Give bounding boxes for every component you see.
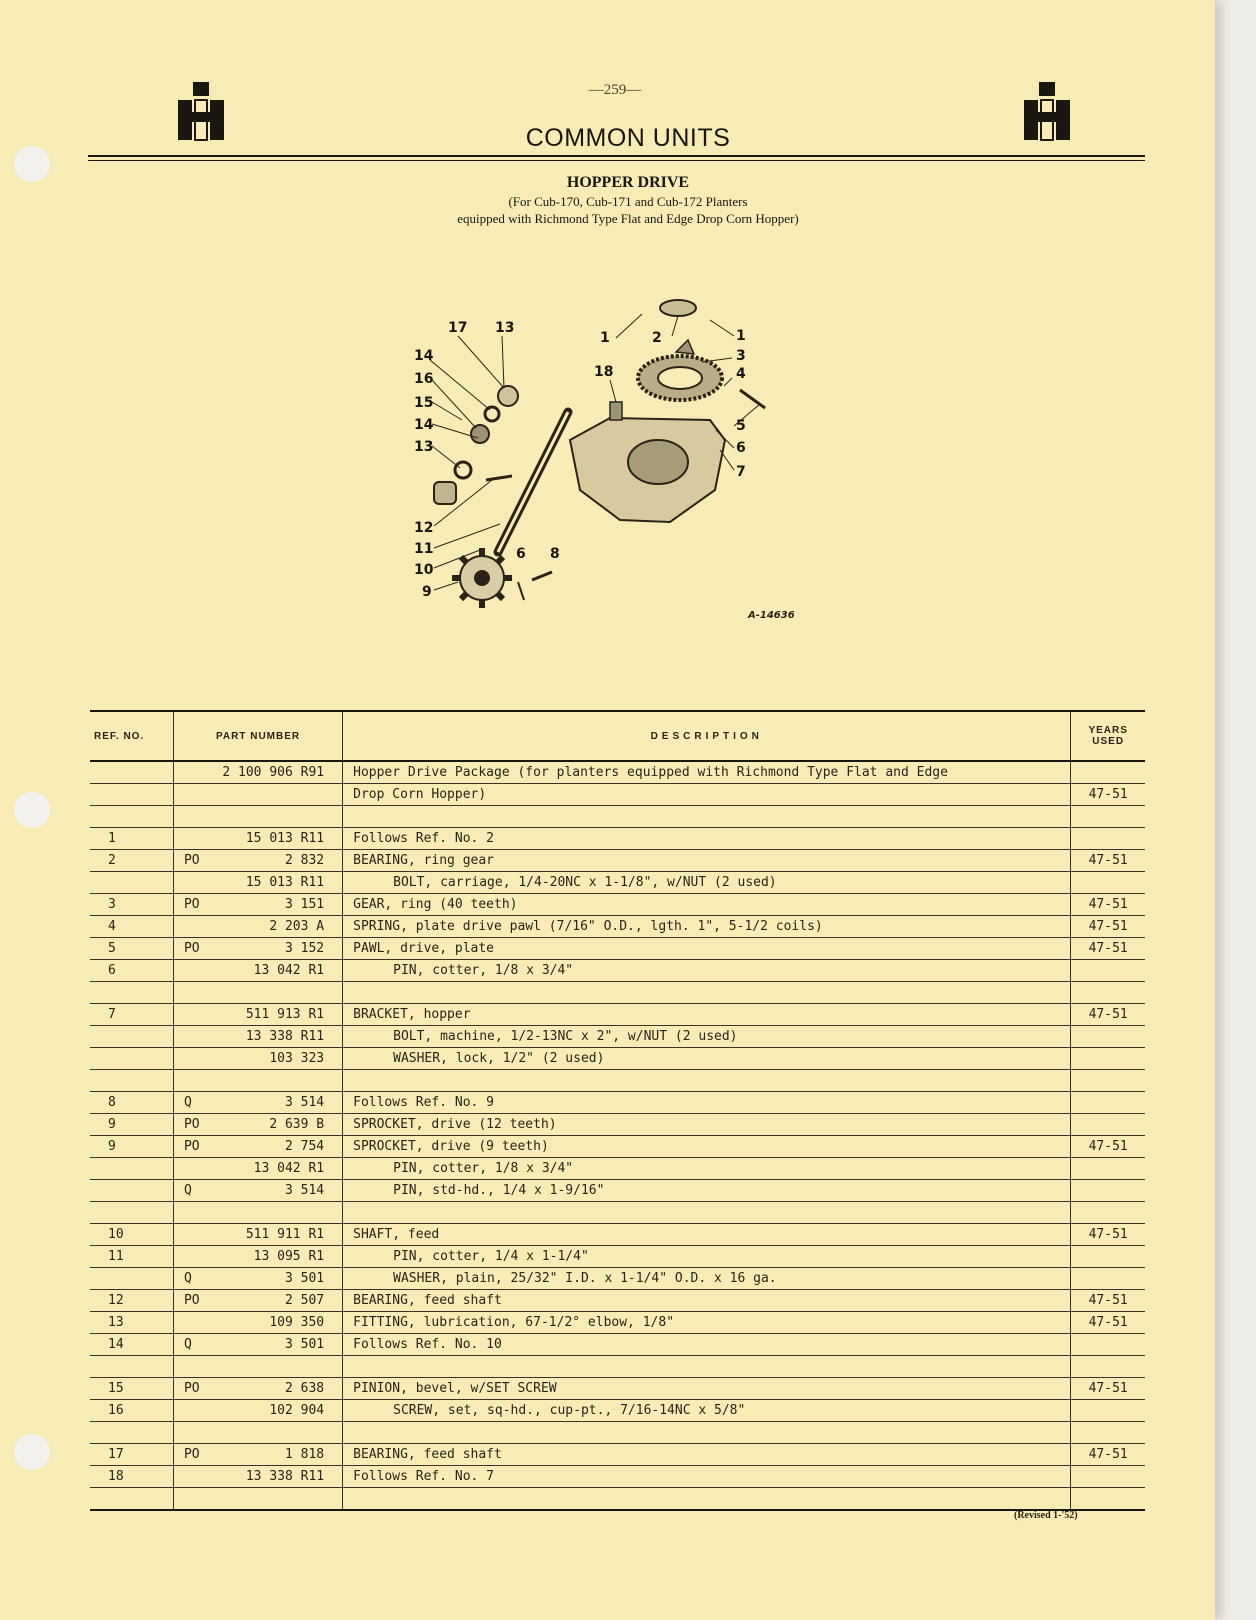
years-used-cell — [1071, 1466, 1145, 1488]
years-used-cell — [1071, 1268, 1145, 1290]
callout-label: 14 — [414, 417, 434, 433]
title-rule-thick — [88, 155, 1145, 157]
section-subtitle-2: equipped with Richmond Type Flat and Edge Drop Corn Hopper) — [457, 211, 799, 226]
ref-no-cell — [90, 982, 173, 1004]
part-number-cell: 3 151 — [218, 894, 342, 916]
ref-no-cell — [90, 1070, 173, 1092]
years-used-cell — [1071, 806, 1145, 828]
description-cell: BOLT, machine, 1/2-13NC x 2", w/NUT (2 used) — [343, 1026, 1071, 1048]
table-row — [90, 1400, 1145, 1422]
fitting-18-drawing — [610, 402, 622, 420]
years-used-cell — [1071, 1092, 1145, 1114]
description-cell: SPROCKET, drive (12 teeth) — [343, 1114, 1071, 1136]
std-hd-pin-8-drawing — [532, 572, 552, 580]
ref-no-cell — [90, 1268, 173, 1290]
part-number-cell: 1 818 — [218, 1444, 342, 1466]
part-prefix-cell — [173, 1422, 218, 1444]
title-rule-thin — [88, 160, 1145, 161]
years-used-cell: 47-51 — [1071, 1290, 1145, 1312]
years-used-cell — [1071, 982, 1145, 1004]
callout-label: 13 — [495, 320, 515, 336]
part-prefix-cell — [173, 1048, 218, 1070]
table-row — [90, 1224, 1145, 1246]
callout-label: 3 — [736, 348, 746, 364]
description-cell: PAWL, drive, plate — [343, 938, 1071, 960]
header-ref-no: REF. NO. — [90, 711, 173, 761]
part-number-cell: 3 501 — [218, 1268, 342, 1290]
header-part-number: PART NUMBER — [173, 711, 342, 761]
description-cell: PINION, bevel, w/SET SCREW — [343, 1378, 1071, 1400]
header-years-used: YEARS USED — [1071, 711, 1145, 761]
part-prefix-cell: PO — [173, 938, 218, 960]
spring-4-drawing — [740, 390, 765, 408]
table-row — [90, 872, 1145, 894]
part-number-cell: 2 638 — [218, 1378, 342, 1400]
part-number-cell: 2 100 906 R91 — [218, 761, 342, 784]
description-cell: Hopper Drive Package (for planters equipped with Richmond Type Flat and Edge — [343, 761, 1071, 784]
description-cell: PIN, std-hd., 1/4 x 1-9/16" — [343, 1180, 1071, 1202]
part-prefix-cell: PO — [173, 850, 218, 872]
description-cell — [343, 1202, 1071, 1224]
description-cell: Follows Ref. No. 2 — [343, 828, 1071, 850]
ref-no-cell: 11 — [90, 1246, 173, 1268]
table-row — [90, 1180, 1145, 1202]
part-number-cell: 2 203 A — [218, 916, 342, 938]
ref-no-cell — [90, 1202, 173, 1224]
part-prefix-cell: PO — [173, 1136, 218, 1158]
part-number-cell: 103 323 — [218, 1048, 342, 1070]
part-prefix-cell — [173, 1488, 218, 1511]
table-row — [90, 1356, 1145, 1378]
part-prefix-cell — [173, 806, 218, 828]
years-used-cell: 47-51 — [1071, 850, 1145, 872]
years-used-cell — [1071, 1246, 1145, 1268]
table-row — [90, 1466, 1145, 1488]
callout-label: 4 — [736, 366, 746, 382]
description-cell: BOLT, carriage, 1/4-20NC x 1-1/8", w/NUT (2 used) — [343, 872, 1071, 894]
part-prefix-cell — [173, 1070, 218, 1092]
callout-label: 12 — [414, 520, 434, 536]
callout-label: 16 — [414, 371, 434, 387]
ref-no-cell — [90, 872, 173, 894]
part-prefix-cell — [173, 960, 218, 982]
part-prefix-cell — [173, 1158, 218, 1180]
ref-no-cell: 13 — [90, 1312, 173, 1334]
part-number-cell — [218, 784, 342, 806]
illustration-reference-code: A-14636 — [748, 610, 795, 621]
ref-no-cell: 8 — [90, 1092, 173, 1114]
part-prefix-cell: Q — [173, 1268, 218, 1290]
washer-14-drawing — [485, 407, 499, 421]
table-row — [90, 806, 1145, 828]
part-number-cell: 3 514 — [218, 1092, 342, 1114]
years-used-cell: 47-51 — [1071, 784, 1145, 806]
revision-note: (Revised 1-'52) — [1014, 1510, 1078, 1521]
years-used-cell: 47-51 — [1071, 938, 1145, 960]
years-used-cell: 47-51 — [1071, 1136, 1145, 1158]
part-prefix-cell — [173, 1356, 218, 1378]
parts-table-body — [90, 761, 1145, 1510]
table-row — [90, 1488, 1145, 1511]
part-prefix-cell — [173, 1202, 218, 1224]
part-prefix-cell — [173, 872, 218, 894]
bracket-hub-drawing — [628, 440, 688, 484]
binder-hole-bottom — [14, 1434, 50, 1470]
description-cell: Drop Corn Hopper) — [343, 784, 1071, 806]
table-row — [90, 1026, 1145, 1048]
callout-label: 6 — [736, 440, 746, 456]
part-number-cell: 2 639 B — [218, 1114, 342, 1136]
part-prefix-cell: Q — [173, 1092, 218, 1114]
ref-no-cell: 6 — [90, 960, 173, 982]
part-prefix-cell — [173, 1224, 218, 1246]
part-prefix-cell — [173, 761, 218, 784]
description-cell: Follows Ref. No. 10 — [343, 1334, 1071, 1356]
cotter-pin-6-drawing — [518, 582, 524, 600]
callout-label: 13 — [414, 439, 434, 455]
ref-no-cell: 2 — [90, 850, 173, 872]
table-row — [90, 1202, 1145, 1224]
part-number-cell: 15 013 R11 — [218, 872, 342, 894]
description-cell: GEAR, ring (40 teeth) — [343, 894, 1071, 916]
part-prefix-cell: PO — [173, 1378, 218, 1400]
years-used-cell: 47-51 — [1071, 1004, 1145, 1026]
part-number-cell: 13 338 R11 — [218, 1466, 342, 1488]
table-row — [90, 1312, 1145, 1334]
ref-no-cell: 15 — [90, 1378, 173, 1400]
section-title: HOPPER DRIVE — [566, 174, 690, 191]
description-cell: SCREW, set, sq-hd., cup-pt., 7/16-14NC x 5/8" — [343, 1400, 1071, 1422]
callout-label: 7 — [736, 464, 746, 480]
part-prefix-cell — [173, 1004, 218, 1026]
ref-no-cell: 7 — [90, 1004, 173, 1026]
description-cell: SPROCKET, drive (9 teeth) — [343, 1136, 1071, 1158]
table-row — [90, 1290, 1145, 1312]
description-cell: BRACKET, hopper — [343, 1004, 1071, 1026]
part-number-cell: 102 904 — [218, 1400, 342, 1422]
part-prefix-cell — [173, 916, 218, 938]
ref-no-cell — [90, 784, 173, 806]
part-prefix-cell — [173, 1026, 218, 1048]
page-number: —259— — [588, 82, 642, 98]
years-used-cell: 47-51 — [1071, 894, 1145, 916]
years-used-cell — [1071, 1026, 1145, 1048]
parts-table — [90, 710, 1145, 1511]
years-used-cell — [1071, 1400, 1145, 1422]
description-cell: SHAFT, feed — [343, 1224, 1071, 1246]
callout-label: 9 — [422, 584, 432, 600]
part-prefix-cell: Q — [173, 1334, 218, 1356]
years-used-cell: 47-51 — [1071, 916, 1145, 938]
pinion-15-drawing — [471, 425, 489, 443]
ref-no-cell: 12 — [90, 1290, 173, 1312]
pawl-drawing — [676, 340, 694, 354]
table-row — [90, 1070, 1145, 1092]
description-cell — [343, 982, 1071, 1004]
ref-no-cell — [90, 1026, 173, 1048]
years-used-cell — [1071, 1048, 1145, 1070]
table-row — [90, 1268, 1145, 1290]
table-row — [90, 938, 1145, 960]
part-number-cell: 2 832 — [218, 850, 342, 872]
description-cell: Follows Ref. No. 9 — [343, 1092, 1071, 1114]
ref-no-cell — [90, 761, 173, 784]
feed-shaft-highlight — [498, 412, 568, 552]
description-cell — [343, 806, 1071, 828]
part-prefix-cell — [173, 784, 218, 806]
callout-label: 5 — [736, 418, 746, 434]
part-prefix-cell: PO — [173, 894, 218, 916]
table-row — [90, 761, 1145, 784]
part-number-cell: 3 152 — [218, 938, 342, 960]
description-cell — [343, 1422, 1071, 1444]
description-cell — [343, 1488, 1071, 1511]
years-used-cell — [1071, 872, 1145, 894]
years-used-cell — [1071, 1488, 1145, 1511]
years-used-cell — [1071, 1422, 1145, 1444]
part-number-cell — [218, 982, 342, 1004]
table-row — [90, 850, 1145, 872]
part-number-cell: 3 501 — [218, 1334, 342, 1356]
part-prefix-cell: PO — [173, 1290, 218, 1312]
table-row — [90, 1422, 1145, 1444]
ref-no-cell: 1 — [90, 828, 173, 850]
ref-no-cell — [90, 1356, 173, 1378]
description-cell: WASHER, plain, 25/32" I.D. x 1-1/4" O.D. x 16 ga. — [343, 1268, 1071, 1290]
table-row — [90, 1378, 1145, 1400]
years-used-cell: 47-51 — [1071, 1378, 1145, 1400]
callout-label: 18 — [594, 364, 614, 380]
ring-gear-center-drawing — [658, 367, 702, 389]
part-prefix-cell — [173, 1312, 218, 1334]
part-number-cell — [218, 1422, 342, 1444]
description-cell: BEARING, feed shaft — [343, 1444, 1071, 1466]
description-cell: BEARING, feed shaft — [343, 1290, 1071, 1312]
description-cell: WASHER, lock, 1/2" (2 used) — [343, 1048, 1071, 1070]
years-used-cell — [1071, 960, 1145, 982]
ref-no-cell — [90, 1048, 173, 1070]
ref-no-cell: 9 — [90, 1136, 173, 1158]
part-number-cell: 2 754 — [218, 1136, 342, 1158]
table-row — [90, 1004, 1145, 1026]
part-number-cell — [218, 1356, 342, 1378]
part-number-cell: 13 042 R1 — [218, 1158, 342, 1180]
part-prefix-cell: Q — [173, 1180, 218, 1202]
bearing-12-drawing — [434, 482, 456, 504]
table-row — [90, 1048, 1145, 1070]
table-row — [90, 960, 1145, 982]
callout-label: 2 — [652, 330, 662, 346]
years-used-cell — [1071, 1202, 1145, 1224]
ref-no-cell — [90, 806, 173, 828]
callout-label: 1 — [600, 330, 610, 346]
part-number-cell: 511 911 R1 — [218, 1224, 342, 1246]
callout-label: 15 — [414, 395, 434, 411]
header-description: DESCRIPTION — [343, 711, 1071, 761]
ref-no-cell — [90, 1422, 173, 1444]
ref-no-cell: 17 — [90, 1444, 173, 1466]
ref-no-cell: 3 — [90, 894, 173, 916]
part-prefix-cell — [173, 828, 218, 850]
part-number-cell: 2 507 — [218, 1290, 342, 1312]
part-prefix-cell — [173, 1246, 218, 1268]
binder-hole-middle — [14, 792, 50, 828]
callout-label: 1 — [736, 328, 746, 344]
description-cell: PIN, cotter, 1/8 x 3/4" — [343, 960, 1071, 982]
part-number-cell: 511 913 R1 — [218, 1004, 342, 1026]
callout-label: 6 — [516, 546, 526, 562]
part-number-cell: 13 338 R11 — [218, 1026, 342, 1048]
description-cell: PIN, cotter, 1/8 x 3/4" — [343, 1158, 1071, 1180]
table-row — [90, 1158, 1145, 1180]
years-used-cell — [1071, 1334, 1145, 1356]
part-prefix-cell: PO — [173, 1444, 218, 1466]
part-prefix-cell: PO — [173, 1114, 218, 1136]
part-number-cell — [218, 806, 342, 828]
years-used-cell — [1071, 1356, 1145, 1378]
years-used-cell — [1071, 1180, 1145, 1202]
years-used-cell: 47-51 — [1071, 1444, 1145, 1466]
part-prefix-cell — [173, 1400, 218, 1422]
ref-no-cell: 5 — [90, 938, 173, 960]
table-row — [90, 1092, 1145, 1114]
ref-no-cell — [90, 1488, 173, 1511]
ref-no-cell: 18 — [90, 1466, 173, 1488]
years-used-cell — [1071, 761, 1145, 784]
table-row — [90, 784, 1145, 806]
part-number-cell — [218, 1202, 342, 1224]
years-used-cell — [1071, 1070, 1145, 1092]
part-number-cell — [218, 1488, 342, 1511]
ref-no-cell: 14 — [90, 1334, 173, 1356]
description-cell — [343, 1356, 1071, 1378]
description-cell: BEARING, ring gear — [343, 850, 1071, 872]
part-number-cell: 109 350 — [218, 1312, 342, 1334]
years-used-cell — [1071, 828, 1145, 850]
description-cell: PIN, cotter, 1/4 x 1-1/4" — [343, 1246, 1071, 1268]
part-number-cell — [218, 1070, 342, 1092]
callout-label: 17 — [448, 320, 468, 336]
years-used-cell — [1071, 1114, 1145, 1136]
table-row — [90, 1246, 1145, 1268]
callout-label: 11 — [414, 541, 434, 557]
description-cell: SPRING, plate drive pawl (7/16" O.D., lgth. 1", 5-1/2 coils) — [343, 916, 1071, 938]
table-row — [90, 982, 1145, 1004]
ref-no-cell: 9 — [90, 1114, 173, 1136]
ref-no-cell: 10 — [90, 1224, 173, 1246]
years-used-cell: 47-51 — [1071, 1224, 1145, 1246]
years-used-cell — [1071, 1158, 1145, 1180]
part-number-cell: 3 514 — [218, 1180, 342, 1202]
table-row — [90, 1444, 1145, 1466]
bearing-2-drawing — [660, 300, 696, 316]
table-header-row — [90, 711, 1145, 761]
ref-no-cell — [90, 1180, 173, 1202]
cotter-pin-11-drawing — [486, 476, 512, 480]
callout-label: 8 — [550, 546, 560, 562]
description-cell: Follows Ref. No. 7 — [343, 1466, 1071, 1488]
exploded-parts-diagram — [414, 300, 820, 630]
table-row — [90, 916, 1145, 938]
description-cell: FITTING, lubrication, 67-1/2° elbow, 1/8" — [343, 1312, 1071, 1334]
callout-label: 10 — [414, 562, 434, 578]
ref-no-cell: 16 — [90, 1400, 173, 1422]
table-row — [90, 1114, 1145, 1136]
years-used-cell: 47-51 — [1071, 1312, 1145, 1334]
table-row — [90, 1136, 1145, 1158]
table-row — [90, 1334, 1145, 1356]
ref-no-cell: 4 — [90, 916, 173, 938]
bearing-17-drawing — [498, 386, 518, 406]
table-row — [90, 894, 1145, 916]
washer-13-drawing — [455, 462, 471, 478]
part-prefix-cell — [173, 982, 218, 1004]
section-subtitle-1: (For Cub-170, Cub-171 and Cub-172 Planters — [508, 194, 748, 209]
ref-no-cell — [90, 1158, 173, 1180]
description-cell — [343, 1070, 1071, 1092]
part-number-cell: 15 013 R11 — [218, 828, 342, 850]
part-prefix-cell — [173, 1466, 218, 1488]
part-number-cell: 13 042 R1 — [218, 960, 342, 982]
part-number-cell: 13 095 R1 — [218, 1246, 342, 1268]
callout-label: 14 — [414, 348, 434, 364]
page-title: COMMON UNITS — [525, 124, 731, 152]
table-row — [90, 828, 1145, 850]
